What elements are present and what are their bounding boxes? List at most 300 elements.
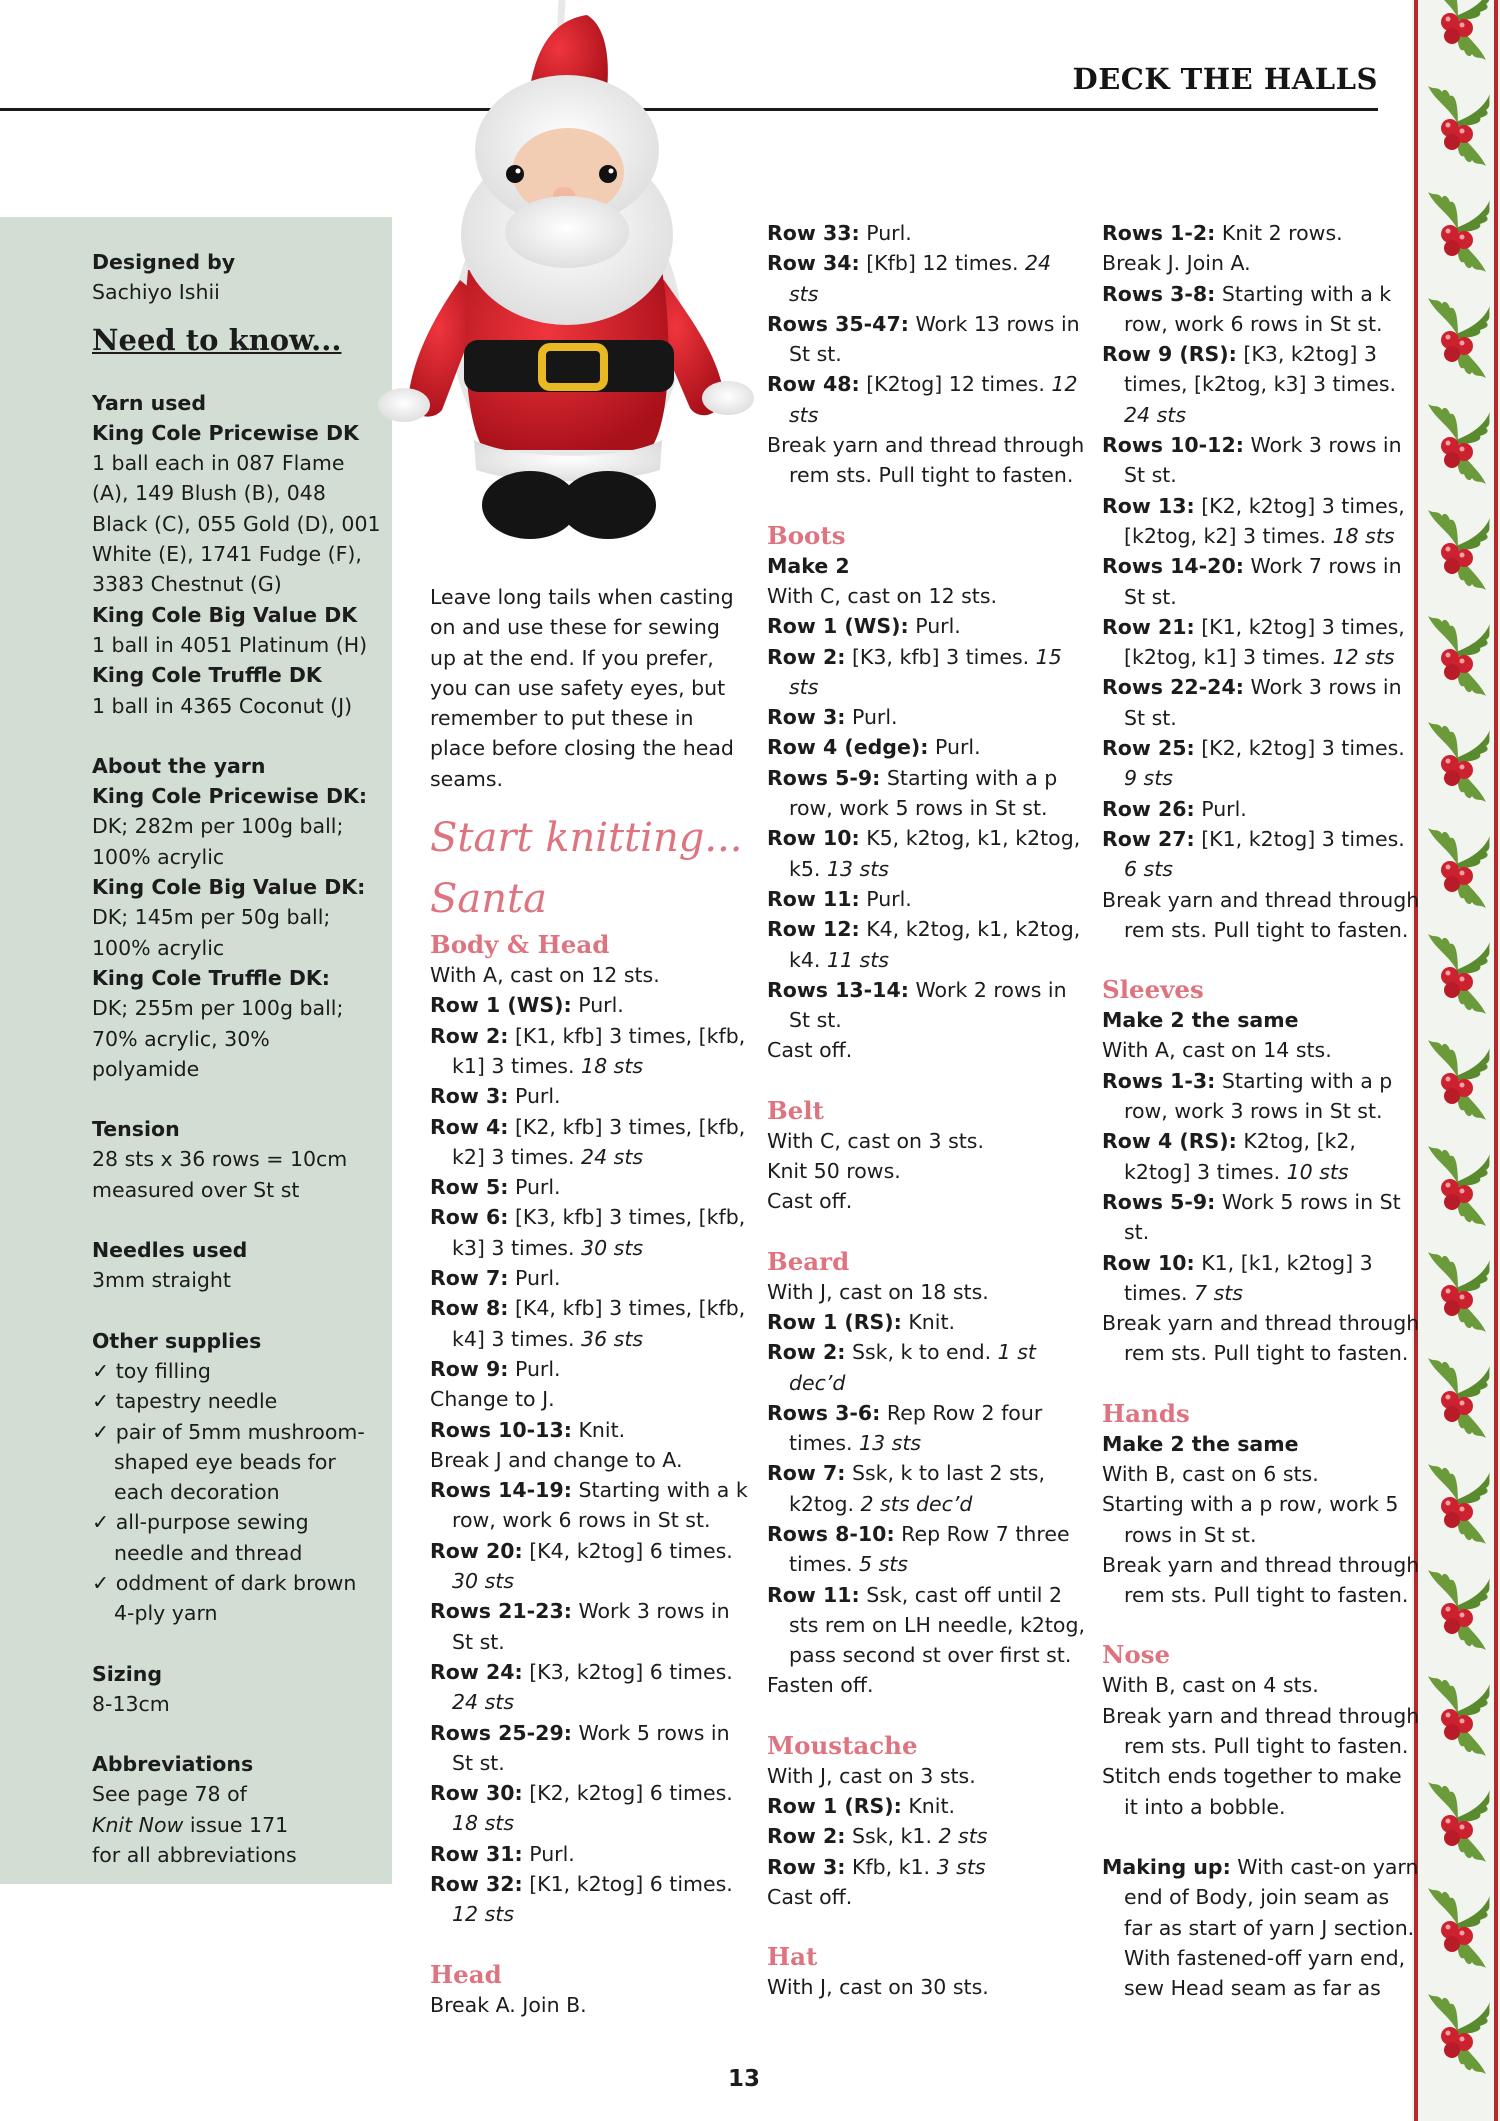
instruction-text: [K1, k2tog] 3 times, [k2tog, k1] 3 times. (1124, 614, 1405, 670)
section-heading-hat: Hat (767, 1942, 818, 1972)
instruction-text: [K3, k2tog] 3 times, [k2tog, k3] 3 times. (1124, 342, 1397, 397)
instruction-line (430, 1718, 748, 1779)
instruction-text: [K2, k2tog] 6 times. (522, 1781, 733, 1806)
row-label: Rows 14-20: (1102, 554, 1244, 579)
row-label: Row 34: (767, 251, 860, 276)
instruction-text: [K2, k2tog] 3 times, [k2tog, k2] 3 times. (1124, 493, 1405, 548)
row-label: Row 30: (430, 1781, 523, 1806)
row-label: Row 3: (430, 1084, 509, 1109)
instruction-line (1102, 824, 1420, 885)
instruction-text: Purl. (859, 886, 912, 911)
instruction-line (430, 1293, 748, 1354)
holly-icon (1418, 1560, 1494, 1658)
instruction-line (1102, 1489, 1420, 1550)
stitch-count: 24 sts (789, 251, 1052, 306)
row-label: Row 1 (WS): (430, 993, 572, 1018)
yarn-used-label: Yarn used (92, 390, 207, 415)
row-label: Row 25: (1102, 736, 1195, 761)
need-to-know-sidebar (0, 217, 392, 1884)
stitch-count: 3 sts (936, 1854, 986, 1879)
instruction-text: Ssk, k1. (845, 1824, 939, 1849)
instruction-line (767, 1519, 1085, 1580)
instruction-text: Work 3 rows in St st. (452, 1599, 730, 1654)
instruction-text: K2tog, [k2, k2tog] 3 times. (1124, 1129, 1356, 1184)
instruction-line (767, 1337, 1085, 1398)
row-label: Row 7: (767, 1461, 846, 1486)
instruction-text: Knit. (571, 1417, 626, 1442)
row-label: Making up: (1102, 1854, 1231, 1879)
instruction-text: Break J. Join A. (1102, 251, 1251, 276)
row-label: Row 4: (430, 1114, 509, 1139)
instruction-line (767, 884, 1085, 914)
instruction-line (767, 551, 1085, 581)
instruction-text: Ssk, k to end. (845, 1340, 998, 1365)
instruction-text: With cast-on yarn end of Body, join seam as far as start of yarn J section. With fastened-off yarn end, sew Head seam as far as (1124, 1854, 1419, 2001)
instruction-text: K1, [k1, k2tog] 3 times. (1124, 1250, 1373, 1305)
instruction-line (767, 1277, 1085, 1307)
instruction-line (1102, 1248, 1420, 1309)
row-label: Row 7: (430, 1266, 509, 1291)
instruction-line (430, 1172, 748, 1202)
instruction-line (1102, 279, 1420, 340)
row-label: Row 2: (767, 1824, 846, 1849)
instruction-line (767, 1126, 1085, 1156)
instruction-text: With C, cast on 12 sts. (767, 583, 998, 608)
instruction-line (767, 218, 1085, 248)
instruction-text: [K3, kfb] 3 times. (845, 644, 1036, 669)
instruction-line (1102, 1187, 1420, 1248)
row-label: Row 1 (RS): (767, 1309, 902, 1334)
abbreviations-text: See page 78 of (92, 1782, 247, 1807)
section-heading-boots: Boots (767, 520, 846, 550)
tension-text: 28 sts x 36 rows = 10cm measured over St st (92, 1147, 348, 1202)
instruction-text: [K4, kfb] 3 times, [kfb, k4] 3 times. (452, 1296, 746, 1351)
instruction-line (1102, 218, 1420, 248)
instruction-line (767, 1398, 1085, 1459)
row-label: Rows 14-19: (430, 1478, 572, 1503)
instruction-line (430, 1354, 748, 1384)
abbreviations-label: Abbreviations (92, 1752, 254, 1777)
about-yarn-label: About the yarn (92, 753, 266, 778)
instruction-line (430, 1869, 748, 1930)
instruction-line (767, 1186, 1085, 1216)
row-label: Rows 13-14: (767, 977, 909, 1002)
instruction-line (1102, 612, 1420, 673)
row-label: Row 1 (WS): (767, 614, 909, 639)
about-yarn-detail: DK; 255m per 100g ball; 70% acrylic, 30% polyamide (92, 996, 344, 1081)
row-label: Rows 3-6: (767, 1400, 881, 1425)
instruction-line (430, 1475, 748, 1536)
stitch-count: 15 sts (789, 644, 1062, 699)
row-label: Row 5: (430, 1175, 509, 1200)
holly-icon (1418, 1136, 1494, 1234)
instruction-line (1102, 1308, 1420, 1369)
instruction-line (767, 823, 1085, 884)
magazine-name: Knit Now (92, 1812, 184, 1837)
instruction-line (1102, 339, 1420, 430)
instruction-line (1102, 1066, 1420, 1127)
row-label: Row 3: (767, 1854, 846, 1879)
instruction-text: Starting with a p row, work 5 rows in St st. (789, 765, 1058, 821)
row-label: Row 2: (430, 1023, 509, 1048)
holly-icon (1418, 500, 1494, 598)
instruction-line (1102, 1852, 1420, 2003)
instruction-text: Purl. (928, 735, 981, 760)
page-number: 13 (727, 2066, 760, 2092)
hands-instructions (1102, 1429, 1420, 1611)
supplies-label: Other supplies (92, 1328, 262, 1353)
hat-instructions (767, 1972, 1085, 2002)
instruction-line (767, 975, 1085, 1036)
row-label: Row 10: (767, 826, 860, 851)
row-label: Row 8: (430, 1296, 509, 1321)
instruction-line (1102, 430, 1420, 491)
need-to-know-heading: Need to know... (92, 322, 342, 357)
yarn-detail: 1 ball in 4365 Coconut (J) (92, 693, 353, 718)
instruction-text: With A, cast on 14 sts. (1102, 1038, 1332, 1063)
instruction-line (767, 732, 1085, 762)
instruction-line (1102, 1126, 1420, 1187)
making-up-instructions (1102, 1852, 1420, 2003)
moustache-instructions (767, 1761, 1085, 1912)
stitch-count: 7 sts (1194, 1280, 1243, 1305)
instruction-text: Purl. (508, 1356, 561, 1381)
row-label: Row 4 (edge): (767, 735, 929, 760)
row-label: Rows 35-47: (767, 311, 909, 336)
instruction-text: Break yarn and thread through rem sts. Pull tight to fasten. (1102, 1552, 1420, 1608)
instruction-line (1102, 551, 1420, 612)
row-label: Row 1 (RS): (767, 1794, 902, 1819)
stitch-count: 11 sts (826, 947, 889, 972)
instruction-text: Break yarn and thread through rem sts. Pull tight to fasten. (767, 433, 1085, 488)
section-heading-nose: Nose (1102, 1640, 1171, 1670)
instruction-line (430, 1536, 748, 1597)
instruction-line (430, 1415, 748, 1445)
holly-icon (1418, 1454, 1494, 1552)
instruction-text: Stitch ends together to make it into a bobble. (1102, 1764, 1402, 1819)
instruction-text: Change to J. (430, 1387, 555, 1412)
instruction-line (767, 1882, 1085, 1912)
instruction-line (430, 1021, 748, 1082)
instruction-text: Work 5 rows in St st. (1124, 1189, 1401, 1245)
stitch-count: 24 sts (581, 1144, 644, 1169)
instruction-text: Knit 50 rows. (767, 1159, 901, 1184)
designed-by-label: Designed by (92, 250, 236, 274)
instruction-line (430, 1657, 748, 1718)
instruction-line (1102, 1701, 1420, 1762)
row-label: Make 2 (767, 553, 850, 578)
row-label: Row 26: (1102, 796, 1195, 821)
instruction-line (767, 369, 1085, 430)
instruction-text: With B, cast on 4 sts. (1102, 1673, 1319, 1698)
about-yarn-name: King Cole Truffle DK: (92, 965, 330, 990)
instruction-text: Work 5 rows in St st. (452, 1720, 730, 1775)
start-knitting-title: Start knitting... (430, 815, 743, 862)
row-label: Row 27: (1102, 826, 1195, 851)
body-head-instructions (430, 960, 748, 1930)
instruction-line (767, 763, 1085, 824)
instruction-line (1102, 1670, 1420, 1700)
instruction-line (1102, 248, 1420, 278)
instruction-text: Break J and change to A. (430, 1447, 683, 1472)
instruction-line (430, 1263, 748, 1293)
supply-item: ✓ all-purpose sewing needle and thread (92, 1510, 309, 1565)
row-label: Row 48: (767, 372, 860, 397)
santa-title: Santa (430, 876, 547, 923)
holly-icon (1418, 1666, 1494, 1764)
row-label: Rows 22-24: (1102, 675, 1244, 700)
row-label: Rows 25-29: (430, 1720, 572, 1745)
issue-number: issue 171 (183, 1812, 289, 1837)
intro-paragraph: Leave long tails when casting on and use these for sewing up at the end. If you prefer, you can use safety eyes, but remember to put these in place before closing the head seams. (430, 585, 734, 791)
instruction-line (767, 1821, 1085, 1851)
instruction-line (1102, 491, 1420, 552)
instruction-text: Purl. (508, 1175, 561, 1200)
supply-item: ✓ tapestry needle (92, 1389, 278, 1414)
instruction-text: Purl. (908, 614, 961, 639)
instruction-text: [K3, k2tog] 6 times. (522, 1659, 733, 1684)
row-label: Row 11: (767, 1582, 860, 1607)
row-label: Row 32: (430, 1871, 523, 1896)
instruction-text: [K2tog] 12 times. (859, 372, 1052, 397)
row-label: Rows 3-8: (1102, 281, 1216, 306)
section-heading-body-head: Body & Head (430, 930, 610, 960)
about-yarn-detail: DK; 145m per 50g ball; 100% acrylic (92, 905, 331, 960)
instruction-line (767, 1761, 1085, 1791)
holly-icon (1418, 606, 1494, 704)
instruction-text: Purl. (571, 993, 624, 1018)
instruction-line (767, 1156, 1085, 1186)
needles-text: 3mm straight (92, 1268, 231, 1293)
instruction-text: Purl. (522, 1841, 575, 1866)
border-line-right (1494, 0, 1498, 2121)
instruction-line: Break A. Join B. (430, 1992, 587, 2017)
instruction-text: Purl. (845, 705, 898, 730)
row-label: Row 20: (430, 1538, 523, 1563)
instruction-line (767, 1670, 1085, 1700)
instruction-text: Work 7 rows in St st. (1124, 554, 1402, 609)
instruction-text: With J, cast on 30 sts. (767, 1975, 989, 2000)
instruction-text: With C, cast on 3 sts. (767, 1128, 985, 1153)
instruction-line (430, 990, 748, 1020)
stitch-count: 2 sts dec’d (860, 1491, 973, 1516)
instruction-line (1102, 1005, 1420, 1035)
section-heading-hands: Hands (1102, 1398, 1190, 1428)
instruction-text: With J, cast on 18 sts. (767, 1279, 989, 1304)
instruction-text: Break yarn and thread through rem sts. Pull tight to fasten. (1102, 887, 1420, 942)
stitch-count: 18 sts (452, 1811, 515, 1836)
instruction-text: With J, cast on 3 sts. (767, 1763, 976, 1788)
instruction-text: Knit. (901, 1309, 956, 1334)
row-label: Rows 21-23: (430, 1599, 572, 1624)
instruction-text: Break yarn and thread through rem sts. Pull tight to fasten. (1102, 1311, 1420, 1366)
instruction-line (430, 1596, 748, 1657)
section-heading-moustache: Moustache (767, 1730, 918, 1760)
stitch-count: 30 sts (452, 1569, 515, 1594)
instruction-line (430, 1445, 748, 1475)
stitch-count: 18 sts (581, 1053, 644, 1078)
yarn-name: King Cole Truffle DK (92, 663, 322, 688)
instruction-text: Starting with a k row, work 6 rows in St st. (1124, 281, 1392, 336)
instruction-text: Rep Row 7 three times. (789, 1521, 1070, 1577)
instruction-line (767, 1307, 1085, 1337)
row-label: Row 2: (767, 1340, 846, 1365)
row-label: Make 2 the same (1102, 1431, 1299, 1456)
section-heading-head: Head (430, 1959, 502, 1989)
instruction-line (1102, 1035, 1420, 1065)
instruction-text: Ssk, cast off until 2 sts rem on LH needle, k2tog, pass second st over first st. (789, 1582, 1085, 1668)
instruction-line (430, 1839, 748, 1869)
instruction-line (1102, 1429, 1420, 1459)
abbreviations-issue (92, 1810, 382, 1840)
row-label: Row 9: (430, 1356, 509, 1381)
instruction-text: K5, k2tog, k1, k2tog, k5. (789, 826, 1081, 881)
instruction-line (767, 611, 1085, 641)
stitch-count: 1 st dec’d (789, 1340, 1036, 1395)
instruction-line (1102, 733, 1420, 794)
row-label: Make 2 the same (1102, 1008, 1299, 1033)
stitch-count: 9 sts (1124, 766, 1173, 791)
instruction-text: Work 13 rows in St st. (789, 311, 1080, 367)
row-label: Rows 1-3: (1102, 1068, 1216, 1093)
santa-toy-image (372, 0, 762, 570)
row-label: Row 10: (1102, 1250, 1195, 1275)
instruction-line (430, 1202, 748, 1263)
row-label: Rows 10-13: (430, 1417, 572, 1442)
holly-icon (1418, 1242, 1494, 1340)
instruction-text: [K1, k2tog] 3 times. (1194, 826, 1405, 851)
supply-item: ✓ pair of 5mm mushroom-shaped eye beads for each decoration (92, 1419, 365, 1505)
column-2 (767, 218, 1085, 2003)
stitch-count: 12 sts (789, 372, 1078, 427)
holly-icon (1418, 394, 1494, 492)
holly-icon (1418, 76, 1494, 174)
instruction-line (1102, 1550, 1420, 1611)
instruction-text: Cast off. (767, 1038, 853, 1063)
row-label: Rows 5-9: (1102, 1189, 1216, 1214)
row-label: Row 21: (1102, 614, 1195, 639)
holly-icon (1418, 288, 1494, 386)
instruction-line (767, 1035, 1085, 1065)
instruction-text: Starting with a p row, work 5 rows in St st. (1102, 1492, 1399, 1547)
instruction-text: [Kfb] 12 times. (859, 251, 1026, 276)
instruction-text: Purl. (859, 221, 912, 245)
yarn-detail: 1 ball in 4051 Platinum (H) (92, 632, 368, 657)
needles-label: Needles used (92, 1238, 248, 1263)
instruction-text: Kfb, k1. (845, 1854, 937, 1879)
row-label: Row 6: (430, 1205, 509, 1230)
instruction-line (767, 914, 1085, 975)
row-label: Row 11: (767, 886, 860, 911)
designer-name: Sachiyo Ishii (92, 280, 220, 305)
stitch-count: 18 sts (1332, 523, 1395, 548)
instruction-text: Purl. (508, 1084, 561, 1109)
stitch-count: 5 sts (859, 1552, 908, 1577)
column-1 (430, 582, 748, 2020)
holly-icon (1418, 1878, 1494, 1976)
instruction-line (1102, 885, 1420, 946)
holly-icon (1418, 182, 1494, 280)
section-heading-belt: Belt (767, 1095, 824, 1125)
tension-label: Tension (92, 1117, 180, 1142)
column-3 (1102, 218, 1420, 2003)
instruction-text: [K1, k2tog] 6 times. (522, 1871, 733, 1896)
abbreviations-note: for all abbreviations (92, 1843, 297, 1868)
beard-instructions (767, 1277, 1085, 1701)
row-label: Row 31: (430, 1841, 523, 1866)
stitch-count: 13 sts (826, 856, 889, 881)
instruction-text: Starting with a k row, work 6 rows in St st. (452, 1478, 748, 1533)
instruction-line (767, 430, 1085, 491)
instruction-text: [K4, k2tog] 6 times. (522, 1538, 733, 1563)
row-label: Row 9 (RS): (1102, 342, 1237, 367)
nose-instructions (1102, 1670, 1420, 1821)
stitch-count: 10 sts (1286, 1159, 1349, 1184)
section-heading-sleeves: Sleeves (1102, 975, 1204, 1005)
row-label: Rows 1-2: (1102, 221, 1216, 245)
instruction-line (430, 960, 748, 990)
instruction-line (767, 581, 1085, 611)
stitch-count: 30 sts (581, 1235, 644, 1260)
sizing-label: Sizing (92, 1661, 163, 1686)
section-heading-beard: Beard (767, 1246, 850, 1276)
instruction-text: Ssk, k to last 2 sts, k2tog. (789, 1461, 1045, 1516)
instruction-text: With A, cast on 12 sts. (430, 963, 660, 988)
about-yarn-detail: DK; 282m per 100g ball; 100% acrylic (92, 814, 344, 869)
instruction-line (430, 1384, 748, 1414)
instruction-line (430, 1081, 748, 1111)
hat-continued-instructions (1102, 218, 1420, 945)
belt-instructions (767, 1126, 1085, 1217)
instruction-text: Work 2 rows in St st. (789, 977, 1067, 1033)
yarn-name: King Cole Big Value DK (92, 602, 358, 627)
instruction-text: Rep Row 2 four times. (789, 1400, 1043, 1456)
stitch-count: 6 sts (1124, 857, 1173, 882)
instruction-text: [K2, kfb] 3 times, [kfb, k2] 3 times. (452, 1114, 746, 1169)
instruction-line (767, 1972, 1085, 2002)
instruction-text: Cast off. (767, 1189, 853, 1214)
sleeves-instructions (1102, 1005, 1420, 1369)
instruction-line (767, 1852, 1085, 1882)
holly-icon (1418, 818, 1494, 916)
holly-icon (1418, 1030, 1494, 1128)
row-label: Row 2: (767, 644, 846, 669)
instruction-line (430, 1778, 748, 1839)
holly-icon (1418, 712, 1494, 810)
row-label: Rows 10-12: (1102, 433, 1244, 458)
instruction-line (767, 702, 1085, 732)
instruction-text: Starting with a p row, work 3 rows in St st. (1124, 1068, 1393, 1124)
row-label: Row 24: (430, 1659, 523, 1684)
stitch-count: 24 sts (1124, 402, 1187, 427)
instruction-text: K4, k2tog, k1, k2tog, k4. (789, 917, 1081, 972)
yarn-detail: 1 ball each in 087 Flame (A), 149 Blush (B), 048 Black (C), 055 Gold (D), 001 White (E), 1741 Fudge (F), 3383 Chestnut (G) (92, 451, 381, 597)
instruction-line (767, 1458, 1085, 1519)
stitch-count: 36 sts (581, 1326, 644, 1351)
row-label: Row 12: (767, 917, 860, 942)
instruction-line (1102, 1459, 1420, 1489)
instruction-line (430, 1112, 748, 1173)
head-instructions (767, 218, 1085, 491)
stitch-count: 2 sts (938, 1824, 988, 1849)
instruction-line (1102, 672, 1420, 733)
instruction-line (1102, 1761, 1420, 1822)
instruction-text: Knit. (901, 1794, 956, 1819)
holly-icon (1418, 1348, 1494, 1446)
stitch-count: 12 sts (452, 1902, 515, 1927)
about-yarn-name: King Cole Pricewise DK: (92, 784, 368, 809)
instruction-text: Work 3 rows in St st. (1124, 433, 1402, 488)
